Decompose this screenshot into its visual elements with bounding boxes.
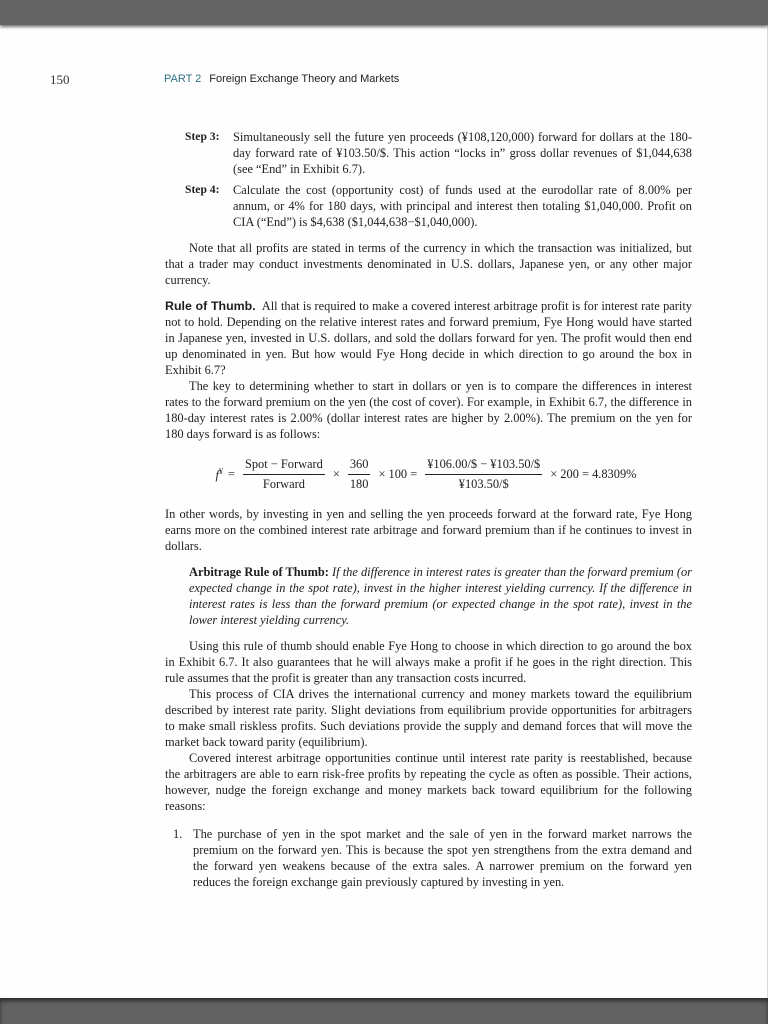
document-page	[0, 25, 768, 998]
bottom-toolbar-bar	[0, 998, 768, 1024]
step-item	[185, 182, 692, 230]
step-label: Step 4:	[185, 183, 220, 196]
formula-fraction-days: $\frac{360}{180}$	[349, 456, 369, 491]
list-text: The purchase of yen in the spot market and the sale of yen in the forward market narrows the premium on the forward yen. This is because the spot yen strengthens from the extra demand and the forward yen weakens because of the extra sales. A narrower premium on the forward yen reduces the foreign exchange gain previously captured by investing in yen.	[193, 827, 692, 889]
paragraph-process: This process of CIA drives the international currency and money markets toward the equilibrium described by interest rate parity. Slight deviations from equilibrium provide opportunities for arbitragers to make small riskless profits. Such deviations provide the supply and demand forces that will move the market back toward parity (equilibrium).	[165, 687, 692, 749]
arbitrage-rule-callout	[189, 564, 692, 628]
top-toolbar-bar	[0, 0, 768, 25]
steps-list	[185, 129, 692, 230]
paragraph-other-words: In other words, by investing in yen and selling the yen proceeds forward at the forward rate, Fye Hong earns more on the combined interest rate arbitrage and forward premium than if he continues to invest in dollars.	[165, 507, 692, 553]
step-text: Simultaneously sell the future yen proceeds (¥108,120,000) forward for dollars at the 180-day forward rate of ¥103.50/$. This action “locks in” gross dollar revenues of $1,044,638 (see “End” in Exhibit 6.7).	[233, 130, 692, 176]
paragraph-key: The key to determining whether to start in dollars or yen is to compare the differences in interest rates to the forward premium on the yen (the cost of cover). For example, in Exhibit 6.7, the difference in 180-day interest rates is 2.00% (dollar interest rates are higher by 2.00%). The premium on the yen for 180 days forward is as follows:	[165, 379, 692, 441]
formula-lhs: f¥	[215, 467, 223, 483]
list-number: 1.	[173, 827, 183, 841]
formula-result: × 200 = 4.8309%	[550, 467, 637, 481]
part-label: PART 2	[164, 73, 202, 85]
part-title: Foreign Exchange Theory and Markets	[209, 73, 400, 85]
forward-premium-formula	[165, 454, 692, 494]
formula-times-100: × 100 =	[378, 467, 418, 481]
callout-text: If the difference in interest rates is greater than the forward premium (or expected change in the spot rate), invest in the higher interest yielding currency. If the difference in interest rates is less than the forward premium (or expected change in the spot rate), invest in the lower interest yielding currency.	[189, 565, 692, 627]
page-header	[0, 72, 767, 90]
formula-times: ×	[332, 467, 340, 481]
step-item	[185, 129, 692, 177]
paragraph-covered: Covered interest arbitrage opportunities continue until interest rate parity is reestablished, because the arbitragers are able to earn risk-free profits by repeating the cycle as often as possible. Their actions, however, nudge the foreign exchange and money markets back toward equilibrium for the following reasons:	[165, 751, 692, 813]
formula-fraction-rates: $\frac{¥106.00/\$ - ¥103.50/\$}{¥103.50/\$}$	[427, 456, 541, 491]
list-item	[165, 826, 692, 890]
callout-heading: Arbitrage Rule of Thumb:	[189, 565, 329, 579]
running-head	[164, 73, 399, 85]
reasons-list	[165, 826, 692, 890]
formula-fraction-spot-forward: $\frac{\text{Spot − Forward}}{\text{Forward}}$	[244, 456, 323, 491]
rule-of-thumb-heading: Rule of Thumb.	[165, 299, 256, 313]
step-text: Calculate the cost (opportunity cost) of funds used at the eurodollar rate of 8.00% per annum, or 4% for 180 days, with principal and interest then totaling $1,040,000. Profit on CIA (“End”) is $4,638 ($1,044,638−$1,040,000).	[233, 183, 692, 229]
rule-of-thumb-text: All that is required to make a covered interest arbitrage profit is for interest rate parity not to hold. Depending on the relative interest rates and forward premium, Fye Hong would have started in Japanese yen, invested in U.S. dollars, and sold the dollars forward for yen. The profit would then end up denominated in yen. But how would Fye Hong decide in which direction to go around the box in Exhibit 6.7?	[165, 299, 693, 377]
page-number: 150	[50, 72, 70, 87]
paragraph-rule-of-thumb	[165, 298, 692, 378]
formula-equals: =	[227, 467, 235, 481]
paragraph-note: Note that all profits are stated in terms of the currency in which the transaction was initialized, but that a trader may conduct investments denominated in U.S. dollars, Japanese yen, or any other major currency.	[165, 241, 692, 287]
page-content	[165, 129, 692, 890]
paragraph-using: Using this rule of thumb should enable Fye Hong to choose in which direction to go around the box in Exhibit 6.7. It also guarantees that he will always make a profit if he goes in the right direction. This rule assumes that the profit is greater than any transaction costs incurred.	[165, 639, 692, 685]
step-label: Step 3:	[185, 130, 220, 143]
